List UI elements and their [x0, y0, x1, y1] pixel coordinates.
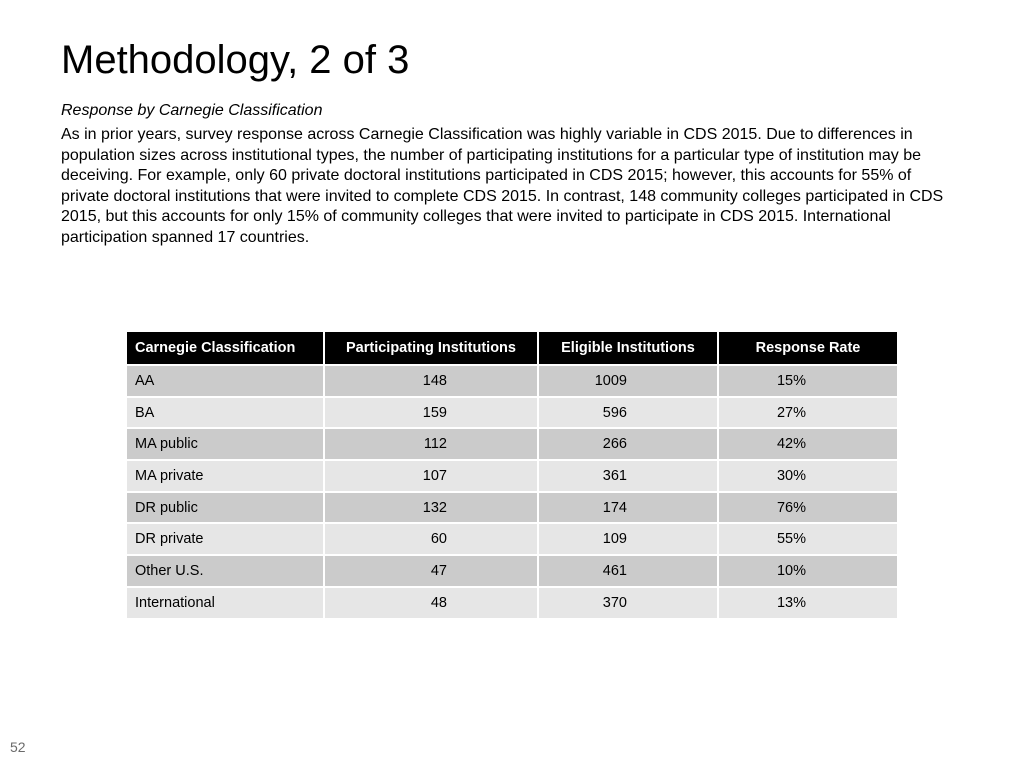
table-row — [127, 366, 897, 398]
cell-participating-institutions: 47 — [325, 556, 539, 588]
cell-response-rate: 42% — [719, 429, 897, 461]
table-row — [127, 429, 897, 461]
header-carnegie-classification: Carnegie Classification — [127, 332, 325, 366]
table-row — [127, 588, 897, 620]
cell-carnegie-classification: International — [127, 588, 325, 620]
cell-response-rate: 27% — [719, 398, 897, 430]
cell-eligible-institutions: 596 — [539, 398, 719, 430]
header-response-rate: Response Rate — [719, 332, 897, 366]
cell-eligible-institutions: 370 — [539, 588, 719, 620]
body-paragraph: As in prior years, survey response across Carnegie Classification was highly variable in CDS 2015. Due to differences in population sizes across institutional types, the number of participating institutions for a particular type of institution may be deceiving. For example, only 60 private doctoral institutions participated in CDS 2015; however, this accounts for 55% of private doctoral institutions that were invited to complete CDS 2015. In contrast, 148 community colleges participated in CDS 2015, but this accounts for only 15% of community colleges that were invited to participate in CDS 2015. International participation spanned 17 countries. — [61, 126, 944, 246]
cell-carnegie-classification: DR private — [127, 524, 325, 556]
table-row — [127, 398, 897, 430]
cell-response-rate: 15% — [719, 366, 897, 398]
cell-response-rate: 13% — [719, 588, 897, 620]
table-row — [127, 556, 897, 588]
page-title: Methodology, 2 of 3 — [61, 38, 410, 82]
table-row — [127, 461, 897, 493]
cell-response-rate: 76% — [719, 493, 897, 525]
cell-participating-institutions: 132 — [325, 493, 539, 525]
cell-eligible-institutions: 174 — [539, 493, 719, 525]
header-eligible-institutions: Eligible Institutions — [539, 332, 719, 366]
table-row — [127, 493, 897, 525]
cell-carnegie-classification: MA private — [127, 461, 325, 493]
cell-response-rate: 10% — [719, 556, 897, 588]
cell-participating-institutions: 60 — [325, 524, 539, 556]
cell-eligible-institutions: 109 — [539, 524, 719, 556]
cell-eligible-institutions: 1009 — [539, 366, 719, 398]
cell-eligible-institutions: 361 — [539, 461, 719, 493]
page-number: 52 — [10, 739, 26, 755]
header-participating-institutions: Participating Institutions — [325, 332, 539, 366]
cell-carnegie-classification: DR public — [127, 493, 325, 525]
cell-carnegie-classification: MA public — [127, 429, 325, 461]
table-header-row — [127, 332, 897, 366]
table-row — [127, 524, 897, 556]
table-body — [127, 366, 897, 620]
section-subtitle: Response by Carnegie Classification — [61, 102, 323, 119]
cell-participating-institutions: 148 — [325, 366, 539, 398]
cell-carnegie-classification: AA — [127, 366, 325, 398]
cell-response-rate: 30% — [719, 461, 897, 493]
response-rate-table — [127, 332, 897, 620]
cell-participating-institutions: 112 — [325, 429, 539, 461]
cell-response-rate: 55% — [719, 524, 897, 556]
cell-carnegie-classification: BA — [127, 398, 325, 430]
cell-participating-institutions: 107 — [325, 461, 539, 493]
cell-eligible-institutions: 461 — [539, 556, 719, 588]
cell-participating-institutions: 159 — [325, 398, 539, 430]
cell-eligible-institutions: 266 — [539, 429, 719, 461]
cell-participating-institutions: 48 — [325, 588, 539, 620]
cell-carnegie-classification: Other U.S. — [127, 556, 325, 588]
